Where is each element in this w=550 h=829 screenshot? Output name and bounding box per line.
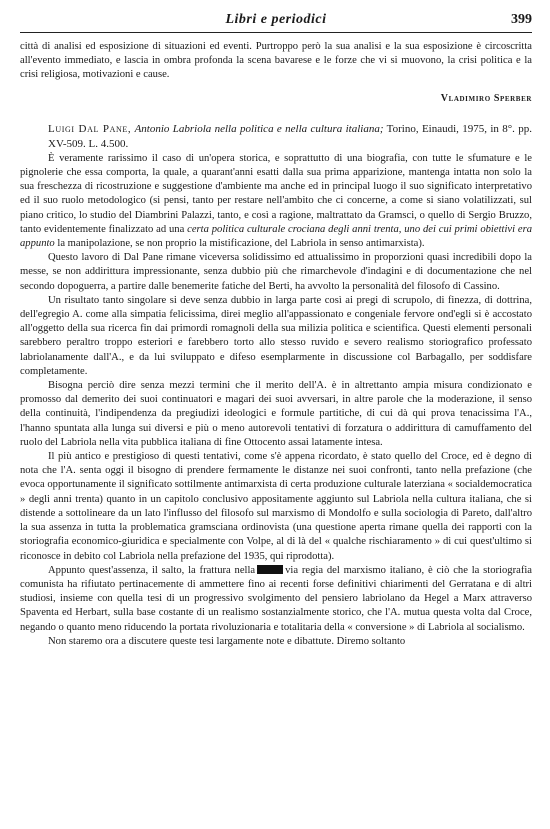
paragraph-6-end: via regia del marxismo italiano, è ciò che la storiografia comunista ha rifiutato pertinacemente di ammettere fino ai recenti forse definitivi chiarimenti del Gerratana e di altri studiosi, insieme con quella tesi di un progressivo svolgimento del pensiero labriolano da Hegel a Marx attraverso Spaventa ed Herbart, sulla base costante di un realismo sostanzialmente storico, che l'A. mutua questa volta dal Croce, negando o quanto meno riducendo la portata rivoluzionaria e totalitaria della « conversione » di Labriola al socialismo. <box>20 564 532 633</box>
review-paragraph-5: Il più antico e prestigioso di questi tentativi, come s'è appena ricordato, è stato quello del Croce, ed è degno di nota che l'A. senta oggi il bisogno di prendere fermamente le distanze nei suoi confronti, tanto nella prefazione (che evoca opportunamente il significato sottilmente antimarxista di certa produzione culturale laterziana « socialdemocratica » degli anni trenta) quanto in un capitolo conclusivo appositamente aggiunto sul Labriola nella cultura italiana, che si distende a sottolineare da un lato l'influsso del filosofo sul marxismo di Mondolfo e sulla sociologia di Pareto, dall'altro la sua assenza in tutta la problematica gramsciana ordinovista (una questione aperta rimane quella dei rapporti con la storiografia economico-giuridica e specialmente con Volpe, al di là del « qualche rischiaramento » di cui quest'ultimo si riconosce in debito col Labriola nella prefazione del 1935, qui riprodotta). <box>20 451 532 562</box>
running-title: Libri e periodici <box>225 12 327 27</box>
review-paragraph-4: Bisogna perciò dire senza mezzi termini che il merito dell'A. è in altrettanto ampia misura condizionato e promosso dal demerito dei suoi continuatori e magari dei suoi avversari, in altre parole che la moderazione, il senso della continuità, l'indipendenza da pregiudizi ideologici e formule partitiche, di cui dà qui prova tenacissima l'A., l'hanno spuntata alla lunga sui diversi e più o meno autorevoli tentativi di forzatura o addirittura di camuffamento del ruolo del Labriola nella vita pubblica italiana di fine Ottocento assai latamente intesa. <box>20 380 532 448</box>
reviewer-signature: Vladimiro Sperber <box>440 92 532 104</box>
review-paragraph-6 <box>20 564 532 635</box>
review-paragraph-1 <box>20 152 532 251</box>
page-body <box>20 40 532 649</box>
paragraph-1-italic: certa politica culturale crociana degli anni trenta, uno dei cui primi obiettivi era appunto <box>20 223 532 250</box>
review-paragraph-3: Un risultato tanto singolare si deve senza dubbio in larga parte così ai pregi di scrupolo, di finezza, di dottrina, dell'egregio A. come alla simpatia felicissima, direi meglio all'appassionato e congeniale fervore ond'egli si è accostato all'oggetto della sua ricerca fin dai primordi romagnoli della sua milizia politica e scientifica. Questi elementi personali sarebbero peraltro troppo esteriori e farebbero torto allo stesso ruvido e severo realismo storiografico professato labriolanamente dall'A., e da lui sviluppato e difeso esemplarmente in discussione col Barbagallo, per soddisfare completamente. <box>20 294 532 377</box>
paragraph-1-text: È veramente rarissimo il caso di un'opera storica, e soprattutto di una biografia, con tutte le sfumature e le pignolerie che essa comporta, la quale, a quarant'anni esatti dalla sua prima apparizione, mantenga intatta non solo la sua freschezza di ricostruzione e suggestione d'ambiente ma anche ed in principal luogo il suo significato interpretativo ed il suo ruolo metodologico (si pensi, tanto per restare nell'ambito che ci concerne, a come si siano volatilizzati, sul piano critico, lo studio del Diambrini Palazzi, tanto, e così a ragione, maltrattato da Gramsci, o quello di Sergio Bruzzo, tanto evidentemente finalizzato ad una <box>20 152 532 235</box>
running-header <box>20 10 532 33</box>
citation-title: Antonio Labriola nella politica e nella cultura italiana; <box>134 122 384 135</box>
book-citation <box>20 122 532 152</box>
page-number: 399 <box>511 12 532 27</box>
previous-review-continuation: città di analisi ed esposizione di situazioni ed eventi. Purtroppo però la sua analisi e la sua esposizione è circoscritta all'evento immediato, e lascia in ombra profonda la scena bavarese e le forze che vi si muovono, la crisi politica e la crisi religiosa, motivazioni e cause. <box>20 41 532 81</box>
review-paragraph-7: Non staremo ora a discutere queste tesi largamente note e dibattute. Diremo soltanto <box>48 635 406 647</box>
paragraph-6-start: Appunto quest'assenza, il salto, la frattura nella <box>48 564 256 576</box>
paragraph-1-end: la manipolazione, se non proprio la mistificazione, del Labriola in senso antimarxista). <box>57 238 425 250</box>
citation-details: Torino, Einaudi, 1975, in 8°. pp. XV-509. L. 4.500. <box>48 122 533 150</box>
citation-author: Luigi Dal Pane, <box>48 122 132 135</box>
review-paragraph-2: Questo lavoro di Dal Pane rimane viceversa solidissimo ed attualissimo in proporzioni quasi incredibili dopo la messe, se non addirittura impressionante, senza dubbio più che rimarchevole d'indagini e di documentazione che nel secondo dopoguerra, a partire dalle benemerite fatiche del Berti, ha avvolto la personalità del filosofo di Cassino. <box>20 252 532 292</box>
redaction-mark <box>257 565 283 574</box>
